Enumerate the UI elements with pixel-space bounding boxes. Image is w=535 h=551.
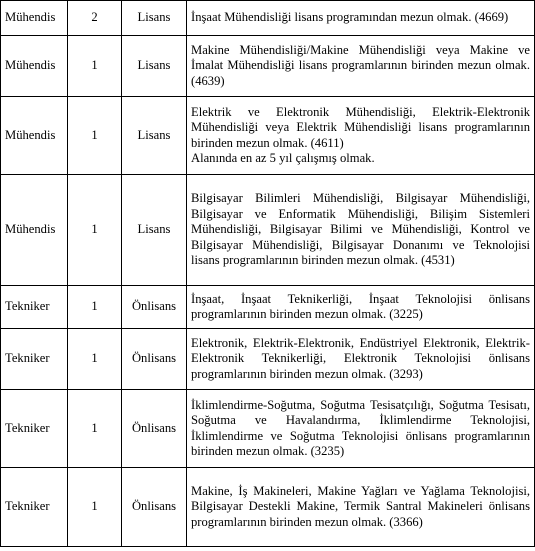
- requirement-text: [187, 390, 535, 468]
- requirement-text: [187, 1, 535, 36]
- position-count: 1: [68, 390, 122, 468]
- position-title: Tekniker: [1, 468, 68, 547]
- table-row: [1, 286, 535, 329]
- education-level: Lisans: [122, 36, 187, 97]
- requirement-line: Bilgisayar Bilimleri Mühendisliği, Bilgisayar Mühendisliği, Bilgisayar ve Enformatik Mühendisliği, Bilişim Sistemleri Mühendisliği, Bilgisayar Bilimi ve Mühendisliği, Kontrol ve Bilgisayar Mühendisliği, Bilgisayar Donanımı ve Teknolojisi lisans programlarının birinden mezun olmak. (4531): [191, 191, 530, 268]
- position-count: 1: [68, 175, 122, 286]
- table-row: [1, 468, 535, 547]
- position-count: 1: [68, 286, 122, 329]
- requirement-line: Elektrik ve Elektronik Mühendisliği, Elektrik-Elektronik Mühendisliği veya Elektrik Mühendisliği lisans programlarının birinden mezun olmak. (4611): [191, 104, 530, 150]
- requirement-line: Makine Mühendisliği/Makine Mühendisliği veya Makine ve İmalat Mühendisliği lisans programlarının birinden mezun olmak. (4639): [191, 42, 530, 88]
- requirement-line: Elektronik, Elektrik-Elektronik, Endüstriyel Elektronik, Elektrik-Elektronik Teknikerliği, Elektronik Teknolojisi önlisans programlarının birinden mezun olmak. (3293): [191, 335, 530, 381]
- position-title: Tekniker: [1, 286, 68, 329]
- position-count: 1: [68, 97, 122, 175]
- position-count: 1: [68, 36, 122, 97]
- requirement-text: [187, 468, 535, 547]
- requirement-line: İnşaat, İnşaat Teknikerliği, İnşaat Teknolojisi önlisans programlarının birinden mezun olmak. (3225): [191, 291, 530, 321]
- table-row: [1, 329, 535, 390]
- requirement-line: İnşaat Mühendisliği lisans programından mezun olmak. (4669): [191, 10, 509, 25]
- table-row: [1, 97, 535, 175]
- position-title: Tekniker: [1, 390, 68, 468]
- position-title: Tekniker: [1, 329, 68, 390]
- requirement-line: Alanında en az 5 yıl çalışmış olmak.: [191, 150, 375, 165]
- table-row: [1, 175, 535, 286]
- table-row: [1, 390, 535, 468]
- position-title: Mühendis: [1, 175, 68, 286]
- table-row: [1, 36, 535, 97]
- requirement-text: [187, 175, 535, 286]
- education-level: Lisans: [122, 175, 187, 286]
- requirement-text: [187, 36, 535, 97]
- position-title: Mühendis: [1, 97, 68, 175]
- education-level: Önlisans: [122, 390, 187, 468]
- position-count: 1: [68, 468, 122, 547]
- table-row: [1, 1, 535, 36]
- requirement-text: [187, 97, 535, 175]
- education-level: Lisans: [122, 1, 187, 36]
- position-count: 1: [68, 329, 122, 390]
- education-level: Lisans: [122, 97, 187, 175]
- education-level: Önlisans: [122, 286, 187, 329]
- education-level: Önlisans: [122, 329, 187, 390]
- requirement-text: [187, 329, 535, 390]
- position-title: Mühendis: [1, 1, 68, 36]
- requirement-line: Makine, İş Makineleri, Makine Yağları ve Yağlama Teknolojisi, Bilgisayar Destekli Makine, Termik Santral Makineleri önlisans programlarının birinden mezun olmak. (3366): [191, 483, 530, 529]
- education-level: Önlisans: [122, 468, 187, 547]
- position-count: 2: [68, 1, 122, 36]
- requirement-text: [187, 286, 535, 329]
- requirement-line: İklimlendirme-Soğutma, Soğutma Tesisatçılığı, Soğutma Tesisatı, Soğutma ve Havalandırma, İklimlendirme Teknolojisi, İklimlendirme ve Soğutma Teknolojisi önlisans programlarının birinden mezun olmak. (3235): [191, 397, 530, 458]
- position-title: Mühendis: [1, 36, 68, 97]
